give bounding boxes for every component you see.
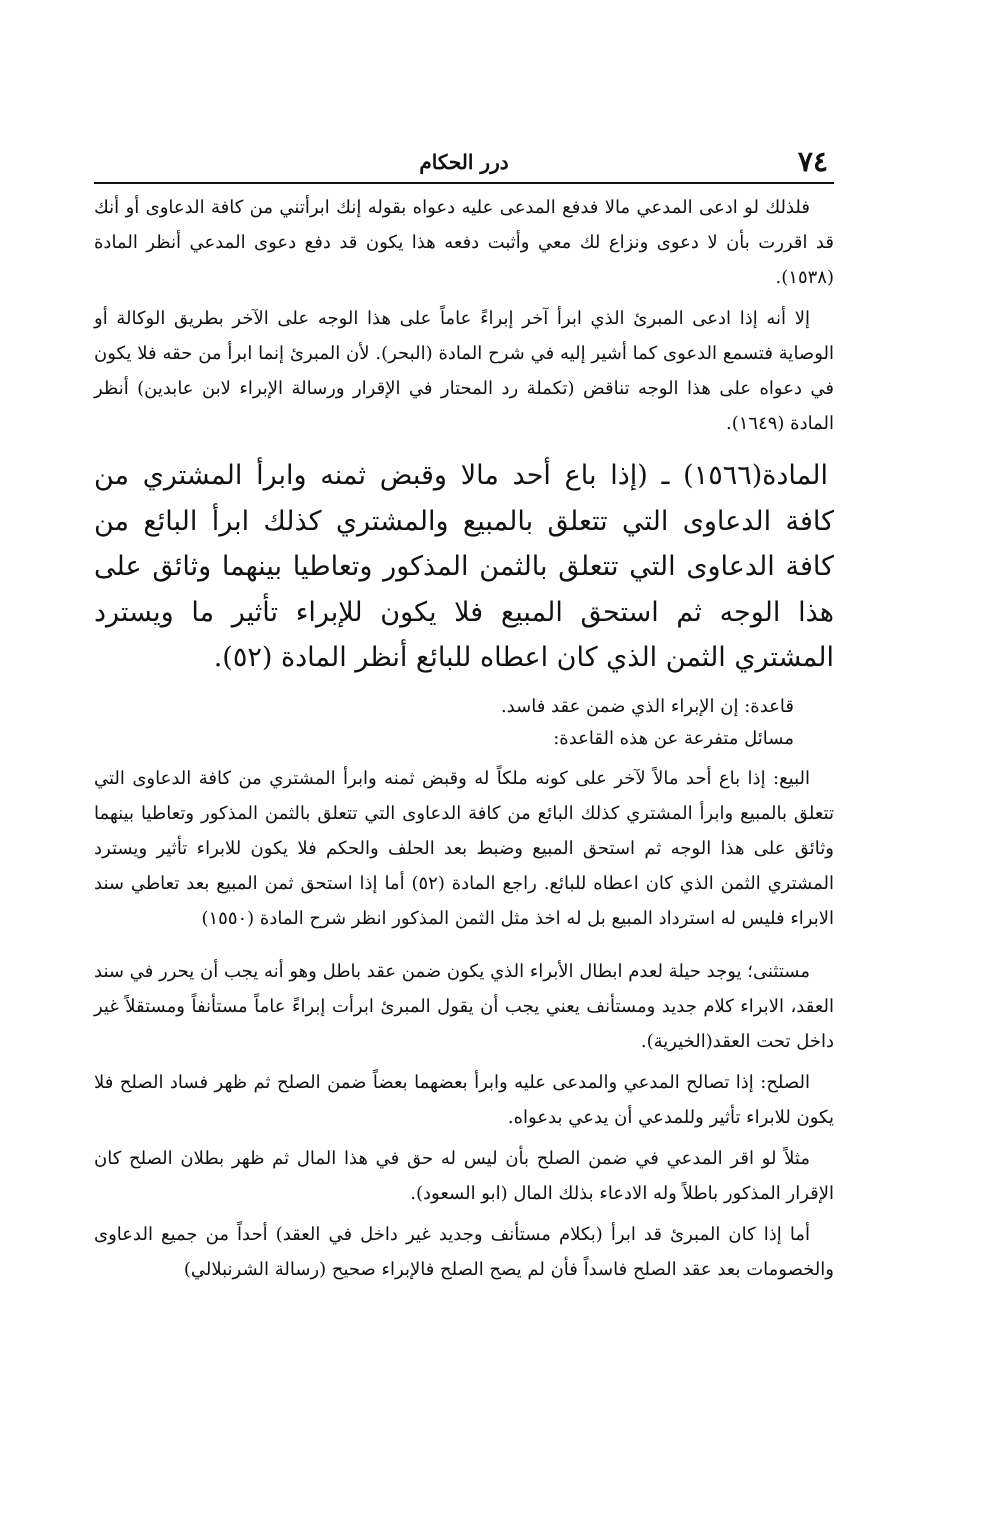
paragraph-sale: البيع: إذا باع أحد مالاً لآخر على كونه ملكاً له وقبض ثمنه وابرأ المشتري من كافة الدعاوى التي تتعلق بالمبيع وابرأ المشتري كذلك البائع من كافة الدعاوى التي تتعلق بالثمن المذكور وتعاطيا بينهما وثائق على هذا الوجه ثم استحق المبيع وضبط بعد الحلف والحكم فلا يكون للابراء تأثير ويسترد المشتري الثمن الذي كان اعطاه للبائع. راجع المادة (٥٢) أما إذا استحق ثمن المبيع بعد تعاطي سند الابراء فليس له استرداد المبيع بل له اخذ مثل الثمن المذكور انظر شرح المادة (١٥٥٠): [94, 767, 834, 929]
paragraph-new-release: أما إذا كان المبرئ قد ابرأ (بكلام مستأنف وجديد غير داخل في العقد) أحداً من جميع الدعاوى والخصومات بعد عقد الصلح فاسداً فأن لم يصح الصلح فالإبراء صحيح (رسالة الشرنبلالي): [94, 1223, 834, 1280]
rule-block: [94, 691, 834, 755]
paragraph-settlement: الصلح: إذا تصالح المدعي والمدعى عليه وابرأ بعضهما بعضاً ضمن الصلح ثم ظهر فساد الصلح فلا يكون للابراء تأثير وللمدعي أن يدعي بدعواه.: [94, 1071, 834, 1128]
paragraph-exception-agency: إلا أنه إذا ادعى المبرئ الذي ابرأ آخر إبراءً عاماً على هذا الوجه على الآخر بطريق الوكالة أو الوصاية فتسمع الدعوى كما أشير إليه في شرح المادة (البحر). لأن المبرئ إنما ابرأ من حقه فلا يكون في دعواه على هذا الوجه تناقض (تكملة رد المحتار في الإقرار ورسالة الإبراء لابن عابدين) أنظر المادة (١٦٤٩).: [94, 308, 834, 434]
book-page: [94, 0, 834, 1513]
page-header: [94, 142, 834, 184]
paragraph-example: مثلاً لو اقر المدعي في ضمن الصلح بأن ليس له حق في هذا المال ثم ظهر بطلان الصلح كان الإقرار المذكور باطلاً وله الادعاء بذلك المال (ابو السعود).: [94, 1147, 834, 1204]
running-title: درر الحكام: [419, 150, 509, 174]
page-body: [94, 190, 834, 1293]
rule-statement: قاعدة: إن الإبراء الذي ضمن عقد فاسد.: [500, 695, 794, 717]
page-number: ٧٤: [797, 145, 828, 178]
paragraph-gap: [94, 942, 834, 954]
paragraph-counterclaim: فلذلك لو ادعى المدعي مالا فدفع المدعى عليه دعواه بقوله إنك ابرأتني من كافة الدعاوى أو أنك قد اقررت بأن لا دعوى ونزاع لك معي وأثبت دفعه هذا يكون قد دفع دعوى المدعي أنظر المادة (١٥٣٨).: [94, 197, 834, 288]
article-1566: المادة(١٥٦٦) ـ (إذا باع أحد مالا وقبض ثمنه وابرأ المشتري من كافة الدعاوى التي تتعلق بالمبيع والمشتري كذلك ابرأ البائع من كافة الدعاوى التي تتعلق بالثمن المذكور وتعاطيا بينهما وثائق على هذا الوجه ثم استحق المبيع فلا يكون للإبراء تأثير ما ويسترد المشتري الثمن الذي كان اعطاه للبائع أنظر المادة (٥٢).: [94, 460, 834, 673]
rule-subheading: مسائل متفرعة عن هذه القاعدة:: [553, 727, 794, 749]
paragraph-exception-trick: مستثنى؛ يوجد حيلة لعدم ابطال الأبراء الذي يكون ضمن عقد باطل وهو أنه يجب أن يحرر في سند العقد، الابراء كلام جديد ومستأنف يعني يجب أن يقول المبرئ ابرأت إبراءً عاماً مستأنفاً ومستقلاً غير داخل تحت العقد(الخيرية).: [94, 960, 834, 1052]
